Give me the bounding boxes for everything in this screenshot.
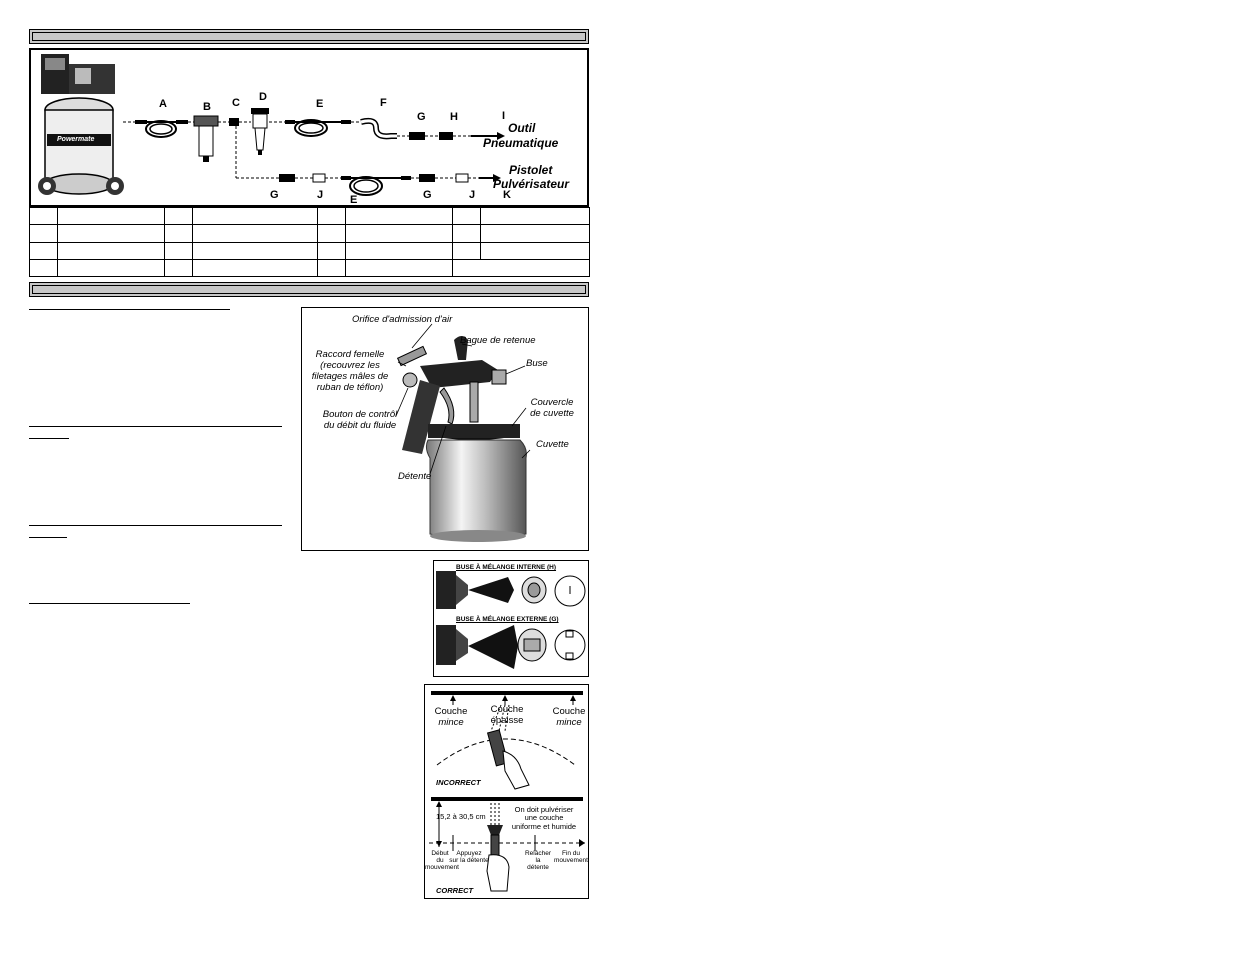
filter-b [194,116,218,162]
heading-underline-4 [29,603,190,604]
label-correct: CORRECT [436,886,474,895]
coupler-g-low-1 [279,174,295,182]
label-raccord: Raccord femelle (recouvrez les filetages mâles de ruban de téflon) [311,349,389,393]
section-header-bar-2 [29,282,589,297]
connector-j-2 [456,174,468,182]
compressor-brand: Powermate [57,136,95,143]
nozzle-external-label: BUSE À MÉLANGE EXTERNE (G) [456,616,559,623]
label-couche-epaisse: Couche épaisse [490,704,524,726]
connection-diagram [29,48,589,207]
spray-gun-figure [301,307,589,551]
parts-table [29,207,590,277]
nozzle-figure [433,560,589,677]
label-bouton: Bouton de contrôl du débit du fluide [322,409,398,431]
table-row [30,259,590,276]
hose-e-bottom [341,176,411,195]
label-distance: 15,2 à 30,5 cm [436,812,486,821]
letter-h: H [450,111,458,123]
table-row [30,242,590,259]
letter-g-top: G [417,111,426,123]
letter-j-1: J [317,189,324,201]
letter-e-top: E [316,98,324,110]
letter-j-2: J [469,189,476,201]
pistolet-label-1: Pistolet [509,163,553,177]
letter-f: F [380,97,387,109]
connector-c [229,118,239,126]
letter-a: A [159,98,167,110]
label-couche-mince-left: Couche mince [434,706,468,728]
letter-e-bottom: E [350,194,358,206]
label-detente: Détente [398,471,432,482]
letter-g-low-1: G [270,189,279,201]
label-orifice: Orifice d'admission d'air [352,314,453,325]
heading-underline-3b [29,537,67,538]
nozzle-internal-label: BUSE À MÉLANGE INTERNE (H) [456,564,557,571]
heading-underline-2 [29,426,282,427]
letter-g-low-2: G [423,189,432,201]
label-appuyez: Appuyez sur la détente [449,850,489,865]
table-row [30,208,590,225]
outil-label-1: Outil [508,121,536,135]
pistolet-label-2: Pulvérisateur [493,177,570,191]
letter-k: K [503,189,511,201]
plug-h [439,132,453,140]
coupler-g-top [409,132,425,140]
label-bague: Bague de retenue [460,335,536,346]
label-uniform: On doit pulvériser une couche uniforme et humide [511,805,577,831]
letter-b: B [203,101,211,113]
label-couvercle: Couvercle de cuvette [530,397,574,419]
table-row [30,225,590,242]
label-relacher: Relâcher la détente [524,850,551,872]
label-debut: Début du mouvement [425,850,459,872]
connector-j-1 [313,174,325,182]
letter-d: D [259,91,267,103]
letter-c: C [232,97,240,109]
heading-underline-3 [29,525,282,526]
whip-hose-f [361,121,397,136]
label-incorrect: INCORRECT [436,778,481,787]
label-cuvette: Cuvette [536,439,569,450]
heading-underline-1 [29,309,230,310]
compressor-illustration [38,54,124,195]
label-couche-mince-right: Couche mince [552,706,586,728]
coupler-g-low-2 [419,174,435,182]
section-header-bar-1 [29,29,589,44]
letter-i: I [502,110,506,122]
hose-e-top [285,120,351,136]
hose-a [135,120,188,137]
heading-underline-2b [29,438,69,439]
lubricator-d [251,108,269,155]
label-fin: Fin du mouvement [554,850,588,865]
outil-label-2: Pneumatique [483,136,559,150]
label-buse: Buse [526,358,548,369]
spray-technique-figure [424,684,589,899]
